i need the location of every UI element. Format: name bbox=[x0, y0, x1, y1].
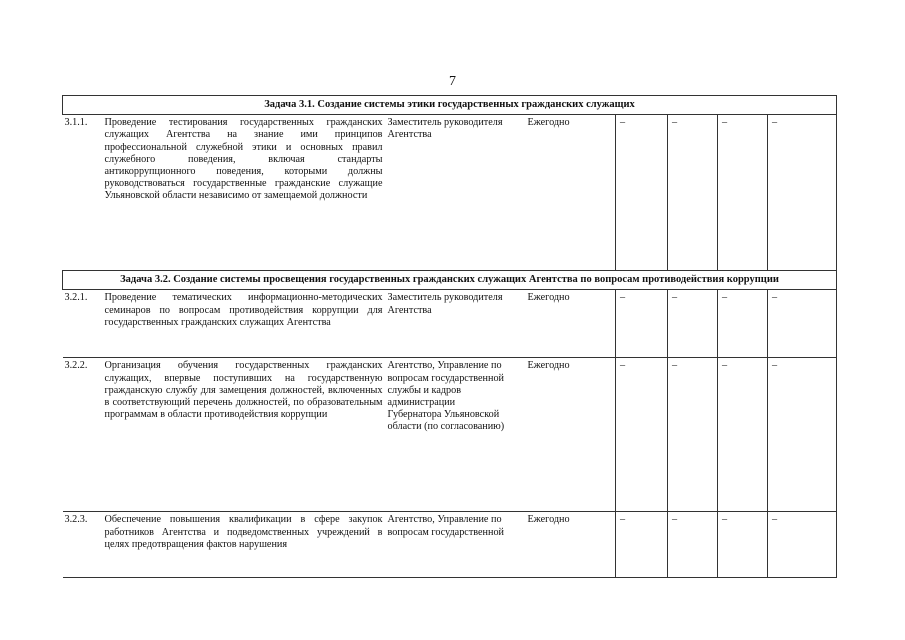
row-cell: – bbox=[768, 358, 837, 512]
row-responsible: Агентство, Управление по вопросам государственной службы и кадров администрации Губернатора Ульяновской области (по согласованию) bbox=[386, 358, 508, 512]
table-row bbox=[63, 358, 837, 512]
row-cell: – bbox=[668, 290, 718, 358]
row-cell: – bbox=[718, 290, 768, 358]
row-number: 3.2.1. bbox=[63, 290, 103, 358]
table-row bbox=[63, 512, 837, 578]
table-row bbox=[63, 115, 837, 271]
row-cell: – bbox=[718, 115, 768, 271]
row-cell: – bbox=[768, 512, 837, 578]
row-period: Ежегодно bbox=[508, 290, 616, 358]
row-description: Обеспечение повышения квалификации в сфере закупок работников Агентства и подведомственных учреждений в целях предотвращения фактов нарушения bbox=[103, 512, 386, 578]
row-cell: – bbox=[668, 512, 718, 578]
row-cell: – bbox=[616, 512, 668, 578]
page-number: 7 bbox=[449, 74, 456, 89]
row-number: 3.2.3. bbox=[63, 512, 103, 578]
row-description: Проведение тестирования государственных гражданских служащих Агентства на знание ими принципов профессиональной служебной этики и основных правил служебного поведения, включая стандарты антикоррупционного поведения, которыми должны руководствоваться государственные гражданские служащие Ульяновской области независимо от замещаемой должности bbox=[103, 115, 386, 271]
table-row bbox=[63, 290, 837, 358]
row-responsible: Заместитель руководителя Агентства bbox=[386, 115, 508, 271]
row-number: 3.2.2. bbox=[63, 358, 103, 512]
row-cell: – bbox=[668, 115, 718, 271]
row-description: Организация обучения государственных гражданских служащих, впервые поступивших на государственную гражданскую службу для замещения должностей, включенных в соответствующий перечень должностей, по образовательным программам в области противодействия коррупции bbox=[103, 358, 386, 512]
row-cell: – bbox=[718, 358, 768, 512]
row-cell: – bbox=[718, 512, 768, 578]
row-cell: – bbox=[616, 358, 668, 512]
row-cell: – bbox=[616, 290, 668, 358]
row-cell: – bbox=[768, 115, 837, 271]
task-header-row bbox=[63, 96, 837, 115]
task-header-row bbox=[63, 271, 837, 290]
task-3-2-title: Задача 3.2. Создание системы просвещения государственных гражданских служащих Агентства по вопросам противодействия коррупции bbox=[63, 271, 837, 290]
row-cell: – bbox=[768, 290, 837, 358]
row-period: Ежегодно bbox=[508, 358, 616, 512]
row-responsible: Агентство, Управление по вопросам государственной bbox=[386, 512, 508, 578]
row-period: Ежегодно bbox=[508, 115, 616, 271]
row-period: Ежегодно bbox=[508, 512, 616, 578]
row-description: Проведение тематических информационно-методических семинаров по вопросам противодействия коррупции для государственных гражданских служащих Агентства bbox=[103, 290, 386, 358]
row-number: 3.1.1. bbox=[63, 115, 103, 271]
measures-table bbox=[62, 95, 837, 578]
row-cell: – bbox=[616, 115, 668, 271]
row-cell: – bbox=[668, 358, 718, 512]
row-responsible: Заместитель руководителя Агентства bbox=[386, 290, 508, 358]
task-3-1-title: Задача 3.1. Создание системы этики государственных гражданских служащих bbox=[63, 96, 837, 115]
